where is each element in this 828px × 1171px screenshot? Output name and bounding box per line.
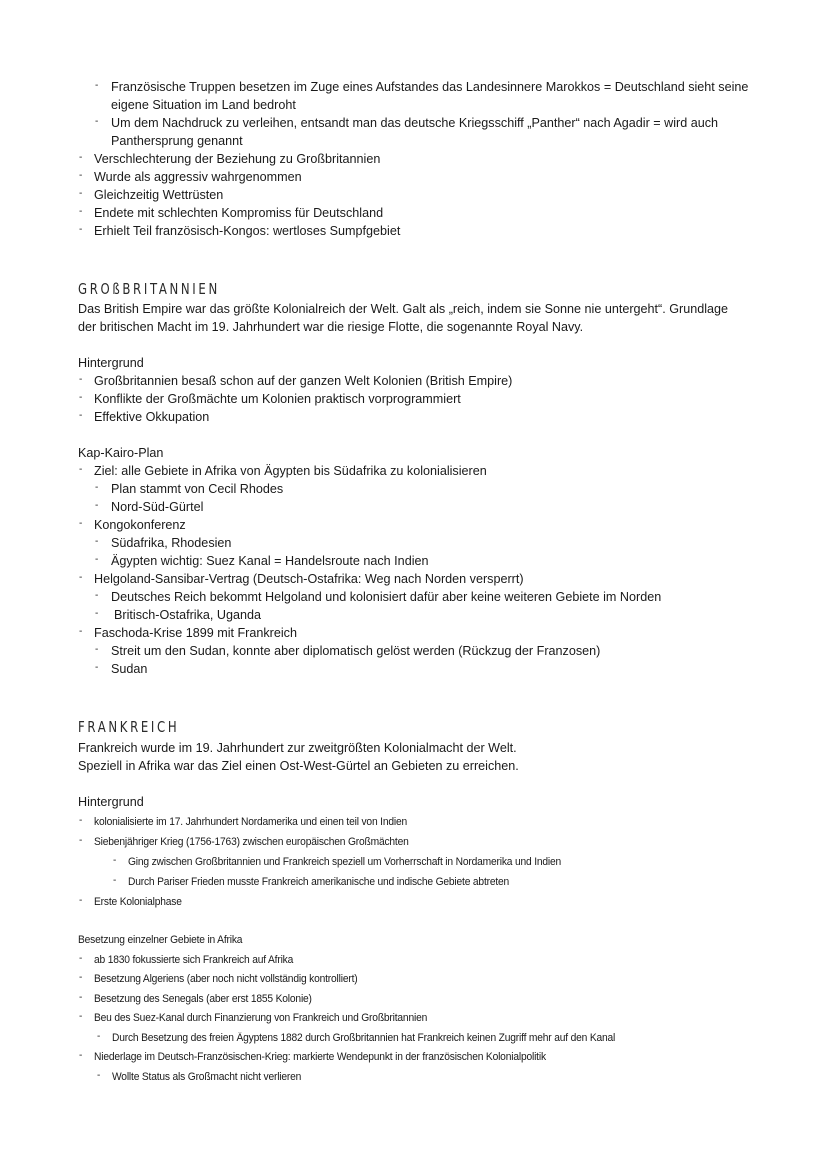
bullet-dash: - bbox=[95, 536, 99, 547]
list-item: Plan stammt von Cecil Rhodes bbox=[111, 482, 284, 496]
list-item: Streit um den Sudan, konnte aber diplomatisch gelöst werden (Rückzug der Franzosen) bbox=[111, 644, 601, 658]
list-item: Beu des Suez-Kanal durch Finanzierung von Frankreich und Großbritannien bbox=[94, 1012, 428, 1024]
bullet-dash: - bbox=[79, 895, 83, 906]
list-item: Niederlage im Deutsch-Französischen-Krieg: markierte Wendepunkt in der französischen Kolonialpolitik bbox=[94, 1051, 546, 1063]
list-item: Gleichzeitig Wettrüsten bbox=[94, 188, 224, 202]
list-item: Ging zwischen Großbritannien und Frankreich speziell um Vorherrschaft in Nordamerika und Indien bbox=[128, 856, 562, 868]
list-item: Deutsches Reich bekommt Helgoland und kolonisiert dafür aber keine weiteren Gebiete im Norden bbox=[111, 590, 662, 604]
list-item: Besetzung des Senegals (aber erst 1855 Kolonie) bbox=[94, 993, 312, 1005]
list-item: Großbritannien besaß schon auf der ganzen Welt Kolonien (British Empire) bbox=[94, 374, 513, 388]
fr-intro-line: Speziell in Afrika war das Ziel einen Ost-West-Gürtel an Gebieten zu erreichen. bbox=[78, 759, 519, 773]
list-item: Ägypten wichtig: Suez Kanal = Handelsroute nach Indien bbox=[111, 554, 429, 568]
list-item: Französische Truppen besetzen im Zuge eines Aufstandes das Landesinnere Marokkos = Deutschland sieht seine bbox=[111, 80, 749, 94]
section-heading-fr: FRANKREICH bbox=[78, 718, 180, 736]
list-item: Besetzung Algeriens (aber noch nicht vollständig kontrolliert) bbox=[94, 973, 358, 985]
bullet-dash: - bbox=[97, 1070, 101, 1081]
bullet-dash: - bbox=[79, 972, 83, 983]
bullet-dash: - bbox=[79, 392, 83, 403]
list-item: Südafrika, Rhodesien bbox=[111, 536, 232, 550]
bullet-dash: - bbox=[79, 626, 83, 637]
bullet-dash: - bbox=[95, 662, 99, 673]
bullet-dash: - bbox=[95, 80, 99, 91]
bullet-dash: - bbox=[95, 608, 99, 619]
list-item-continuation: Panthersprung genannt bbox=[111, 134, 243, 148]
bullet-dash: - bbox=[79, 410, 83, 421]
bullet-dash: - bbox=[97, 1031, 101, 1042]
bullet-dash: - bbox=[113, 875, 117, 886]
list-item: Durch Besetzung des freien Ägyptens 1882 durch Großbritannien hat Frankreich keinen Zugriff mehr auf den Kanal bbox=[112, 1032, 616, 1044]
bullet-dash: - bbox=[95, 590, 99, 601]
bullet-dash: - bbox=[79, 188, 83, 199]
list-item: Sudan bbox=[111, 662, 148, 676]
gb-kap-label: Kap-Kairo-Plan bbox=[78, 446, 164, 460]
list-item: Erhielt Teil französisch-Kongos: wertloses Sumpfgebiet bbox=[94, 224, 401, 238]
list-item: Endete mit schlechten Kompromiss für Deutschland bbox=[94, 206, 384, 220]
bullet-dash: - bbox=[79, 953, 83, 964]
list-item: Erste Kolonialphase bbox=[94, 896, 182, 908]
list-item: Effektive Okkupation bbox=[94, 410, 210, 424]
list-item: Siebenjähriger Krieg (1756-1763) zwischen europäischen Großmächten bbox=[94, 836, 409, 848]
list-item: Helgoland-Sansibar-Vertrag (Deutsch-Ostafrika: Weg nach Norden versperrt) bbox=[94, 572, 524, 586]
list-item: Wollte Status als Großmacht nicht verlieren bbox=[112, 1071, 302, 1083]
bullet-dash: - bbox=[95, 116, 99, 127]
fr-hintergrund-label: Hintergrund bbox=[78, 795, 144, 809]
gb-intro-line: Das British Empire war das größte Kolonialreich der Welt. Galt als „reich, indem sie Sonne nie untergeht“. Grundlage bbox=[78, 302, 729, 316]
bullet-dash: - bbox=[95, 500, 99, 511]
list-item-continuation: eigene Situation im Land bedroht bbox=[111, 98, 296, 112]
list-item: Nord-Süd-Gürtel bbox=[111, 500, 204, 514]
bullet-dash: - bbox=[113, 855, 117, 866]
list-item: kolonialisierte im 17. Jahrhundert Nordamerika und einen teil von Indien bbox=[94, 816, 408, 828]
list-item: Wurde als aggressiv wahrgenommen bbox=[94, 170, 302, 184]
bullet-dash: - bbox=[79, 815, 83, 826]
list-item: Konflikte der Großmächte um Kolonien praktisch vorprogrammiert bbox=[94, 392, 461, 406]
fr-intro-line: Frankreich wurde im 19. Jahrhundert zur zweitgrößten Kolonialmacht der Welt. bbox=[78, 741, 517, 755]
bullet-dash: - bbox=[95, 644, 99, 655]
list-item: Um dem Nachdruck zu verleihen, entsandt man das deutsche Kriegsschiff „Panther“ nach Agadir = wird auch bbox=[111, 116, 719, 130]
bullet-dash: - bbox=[79, 835, 83, 846]
bullet-dash: - bbox=[95, 482, 99, 493]
list-item: Kongokonferenz bbox=[94, 518, 186, 532]
bullet-dash: - bbox=[79, 518, 83, 529]
list-item: Verschlechterung der Beziehung zu Großbritannien bbox=[94, 152, 381, 166]
gb-hintergrund-label: Hintergrund bbox=[78, 356, 144, 370]
bullet-dash: - bbox=[95, 554, 99, 565]
bullet-dash: - bbox=[79, 992, 83, 1003]
list-item: Britisch-Ostafrika, Uganda bbox=[114, 608, 261, 622]
list-item: Durch Pariser Frieden musste Frankreich amerikanische und indische Gebiete abtreten bbox=[128, 876, 510, 888]
fr-besetzung-label: Besetzung einzelner Gebiete in Afrika bbox=[78, 934, 243, 946]
bullet-dash: - bbox=[79, 374, 83, 385]
bullet-dash: - bbox=[79, 170, 83, 181]
bullet-dash: - bbox=[79, 206, 83, 217]
list-item: Faschoda-Krise 1899 mit Frankreich bbox=[94, 626, 297, 640]
list-item: ab 1830 fokussierte sich Frankreich auf Afrika bbox=[94, 954, 294, 966]
bullet-dash: - bbox=[79, 572, 83, 583]
section-heading-gb: GROßBRITANNIEN bbox=[78, 280, 220, 298]
bullet-dash: - bbox=[79, 224, 83, 235]
list-item: Ziel: alle Gebiete in Afrika von Ägypten bis Südafrika zu kolonialisieren bbox=[94, 464, 487, 478]
bullet-dash: - bbox=[79, 1050, 83, 1061]
bullet-dash: - bbox=[79, 152, 83, 163]
bullet-dash: - bbox=[79, 464, 83, 475]
gb-intro-line: der britischen Macht im 19. Jahrhundert war die riesige Flotte, die sogenannte Royal Navy. bbox=[78, 320, 584, 334]
bullet-dash: - bbox=[79, 1011, 83, 1022]
